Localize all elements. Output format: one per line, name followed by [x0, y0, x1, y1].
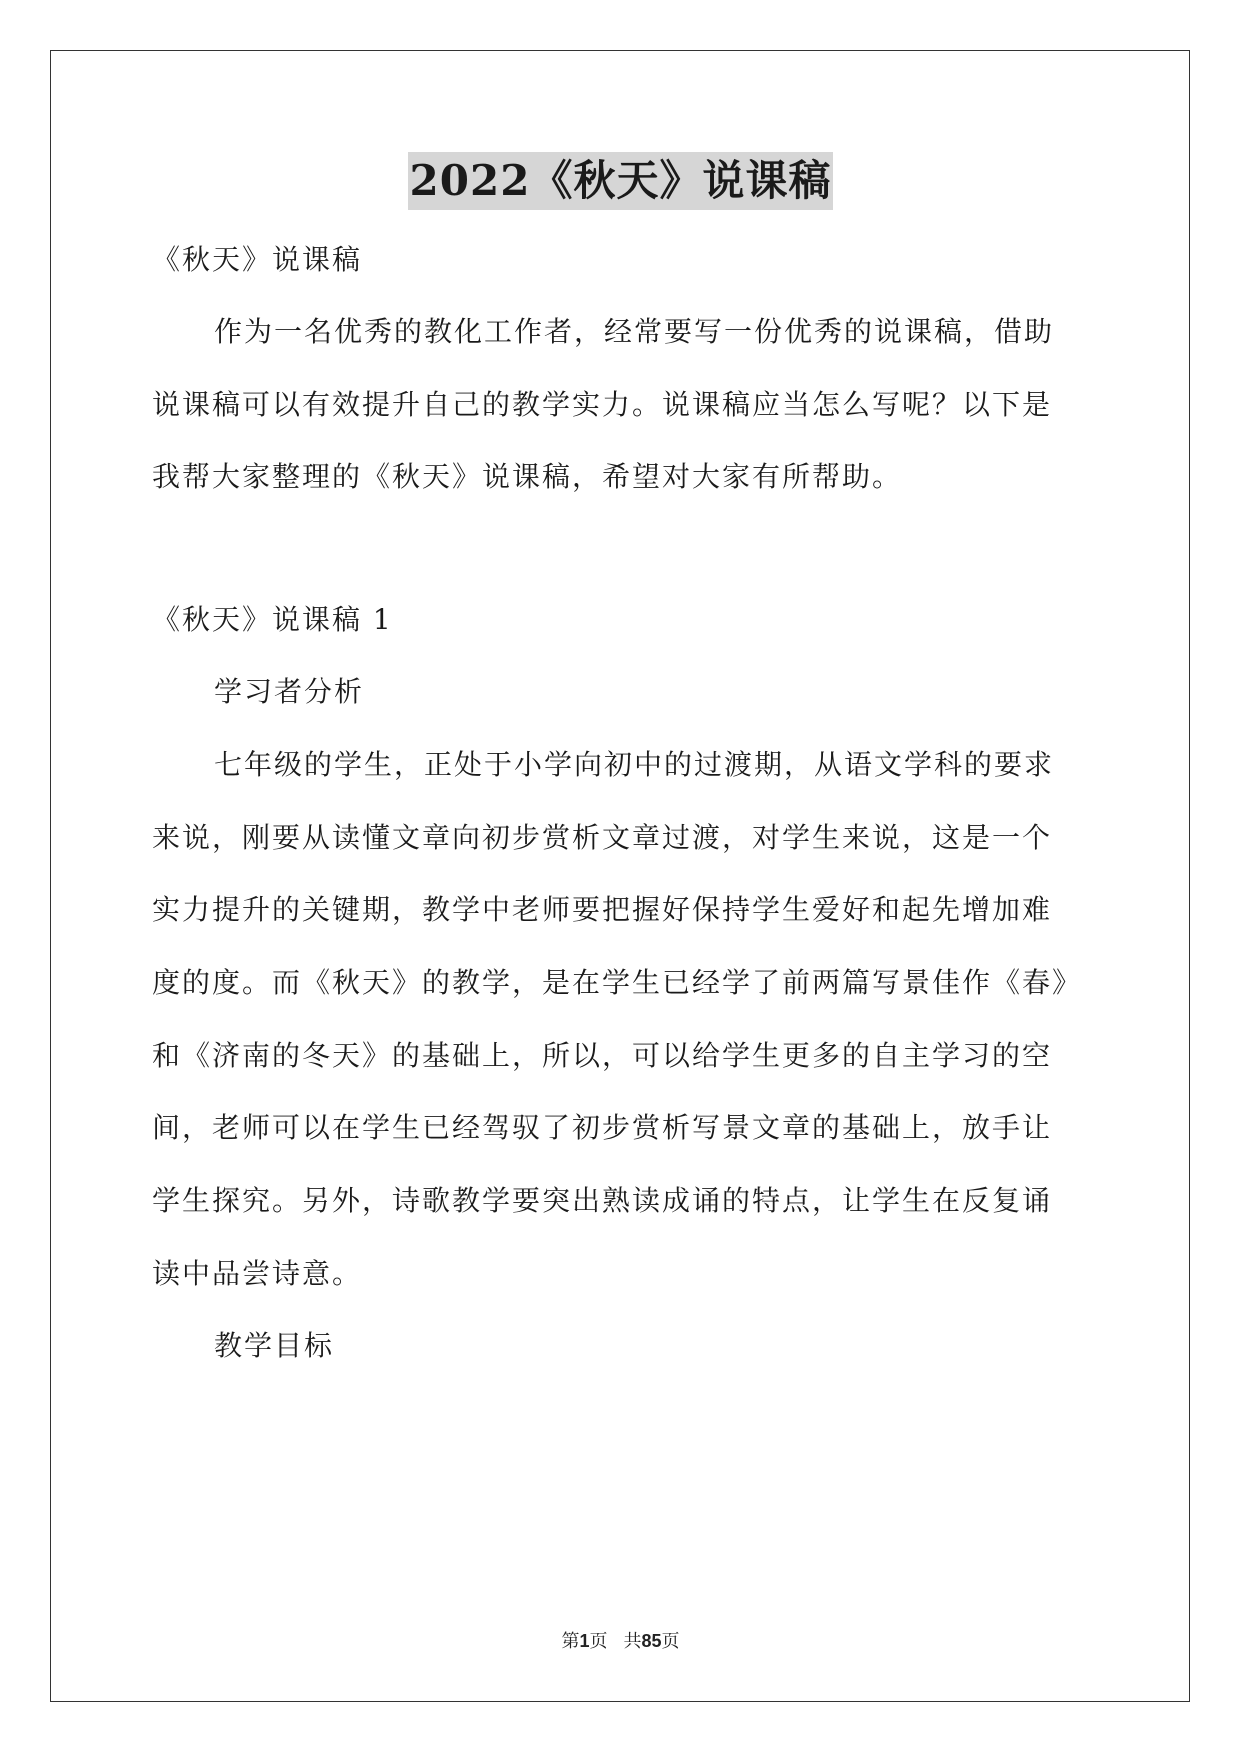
paragraph-line: 学生探究。另外，诗歌教学要突出熟读成诵的特点，让学生在反复诵 [152, 1184, 1053, 1217]
subheading: 教学目标 [214, 1329, 335, 1362]
page-number: 1 [579, 1631, 590, 1651]
paragraph-line: 和《济南的冬天》的基础上，所以，可以给学生更多的自主学习的空 [152, 1039, 1053, 1072]
paragraph-line: 实力提升的关键期，教学中老师要把握好保持学生爱好和起先增加难 [152, 893, 1053, 926]
paragraph-line: 度的度。而《秋天》的教学，是在学生已经学了前两篇写景佳作《春》 [152, 966, 1083, 999]
page-footer [0, 1629, 1241, 1654]
subheading: 学习者分析 [214, 675, 365, 708]
document-title: 2022《秋天》说课稿 [408, 152, 834, 210]
paragraph-line: 来说，刚要从读懂文章向初步赏析文章过渡，对学生来说，这是一个 [152, 821, 1053, 854]
title-container [0, 152, 1241, 210]
paragraph-line: 作为一名优秀的教化工作者，经常要写一份优秀的说课稿，借助 [214, 315, 1055, 348]
total-pages: 85 [641, 1631, 662, 1651]
total-suffix: 页 [661, 1631, 680, 1652]
paragraph-line: 七年级的学生，正处于小学向初中的过渡期，从语文学科的要求 [214, 748, 1055, 781]
paragraph-line: 说课稿可以有效提升自己的教学实力。说课稿应当怎么写呢？以下是 [152, 388, 1053, 421]
page-border [50, 50, 1190, 1702]
page-suffix: 页 [589, 1631, 608, 1652]
subtitle-line: 《秋天》说课稿 [152, 243, 363, 276]
paragraph-line: 我帮大家整理的《秋天》说课稿，希望对大家有所帮助。 [152, 460, 903, 493]
paragraph-line: 读中品尝诗意。 [152, 1257, 363, 1290]
paragraph-line: 间，老师可以在学生已经驾驭了初步赏析写景文章的基础上，放手让 [152, 1111, 1053, 1144]
total-prefix: 共 [623, 1631, 642, 1652]
section-heading: 《秋天》说课稿 1 [152, 603, 393, 636]
page-prefix: 第 [561, 1631, 580, 1652]
